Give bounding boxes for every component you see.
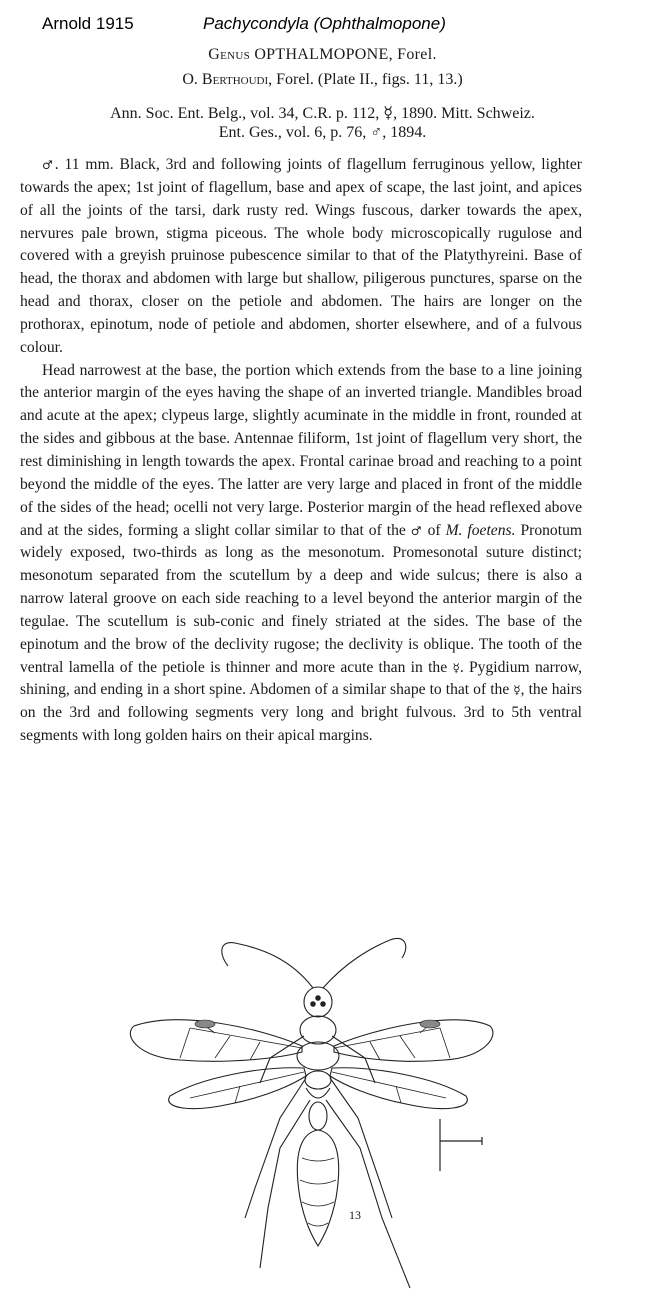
left-stigma <box>195 1020 215 1028</box>
worker-symbol: ☿ <box>452 660 460 675</box>
right-stigma <box>420 1020 440 1028</box>
eye-left <box>311 1002 315 1006</box>
left-hindwing-veins <box>190 1072 304 1103</box>
right-hindwing <box>330 1068 467 1109</box>
pronotum <box>300 1016 336 1044</box>
mesonotum <box>297 1042 339 1070</box>
genus-heading <box>0 46 645 64</box>
right-hindwing-veins <box>332 1072 446 1103</box>
paragraph-2-text-c: . Pygidium narrow, shining, and ending in a short spine. Abdomen of a similar shape to that of the <box>20 658 582 699</box>
paragraph-1-text: . 11 mm. Black, 3rd and following joints of flagellum ferruginous yellow, lighter towards the apex; 1st joint of flagellum, base and apex of scape, the last joint, and apices of all the joints of the tarsi, dark rusty red. Wings fuscous, darker towards the apex, nervures pale brown, stigma piceous. The whole body microscopically rugulose and covered with a greyish pruinose pubescence similar to that of the Platythyreini. Base of head, the thorax and abdomen with large but shallow, piligerous punctures, sparse on the head and thorax, closer on the petiole and abdomen. The hairs are longer on the prothorax, epinotum, node of petiole and abdomen, shorter elsewhere, and of a fulvous colour. <box>20 156 582 356</box>
abdomen <box>297 1130 338 1246</box>
scale-bar <box>432 1115 492 1175</box>
male-symbol: ♂ <box>410 523 423 538</box>
species-name: Berthoudi <box>201 71 269 88</box>
left-forewing <box>130 1020 302 1061</box>
description-paragraph-2 <box>20 360 582 748</box>
left-hindwing <box>169 1068 306 1109</box>
description-paragraph-1 <box>20 154 582 360</box>
figure-number: 13 <box>349 1208 361 1222</box>
reference-line-2: Ent. Ges., vol. 6, p. 76, ♂, 1894. <box>218 124 427 141</box>
male-symbol: ♂ <box>42 158 55 172</box>
species-initial: O. <box>182 71 198 88</box>
abdominal-segments <box>300 1158 336 1226</box>
scutellum <box>305 1071 331 1089</box>
genus-name: OPTHALMOPONE, Forel. <box>254 46 437 63</box>
ocelli <box>316 996 320 1000</box>
taxon-heading: Pachycondyla (Ophthalmopone) <box>203 14 446 33</box>
worker-symbol: ☿ <box>513 683 521 698</box>
right-antenna <box>323 938 406 988</box>
species-reference: M. foetens. <box>445 521 516 539</box>
wasp-illustration <box>120 918 500 1298</box>
left-antenna <box>222 943 313 988</box>
paragraph-2-text-b: Pronotum widely exposed, two-thirds as long as the mesonotum. Promesonotal suture distinct; mesonotum separated from the scutellum by a deep and wide sulcus; there is also a narrow lateral groove on each side reaching to a level beyond the anterior margin of the tegulae. The scutellum is sub-conic and finely striated at the sides. The base of the epinotum and the brow of the declivity rugose; the declivity is oblique. The tooth of the ventral lamella of the petiole is thinner and more acute than in the <box>20 521 582 676</box>
eye-right <box>321 1002 325 1006</box>
head <box>304 987 332 1017</box>
reference-line-1: Ann. Soc. Ent. Belg., vol. 34, C.R. p. 112, ☿, 1890. Mitt. Schweiz. <box>110 105 535 122</box>
left-hind-leg <box>260 1100 310 1268</box>
left-forewing-veins <box>180 1026 302 1060</box>
species-heading <box>0 71 645 89</box>
petiole <box>309 1102 327 1130</box>
left-mid-leg <box>245 1078 306 1218</box>
right-hind-leg <box>326 1100 410 1288</box>
author-year: Arnold 1915 <box>42 14 134 33</box>
genus-prefix: Genus <box>208 46 250 63</box>
right-forewing-veins <box>334 1026 450 1060</box>
species-rest: , Forel. (Plate II., figs. 11, 13.) <box>268 71 463 88</box>
paragraph-2-text-a: Head narrowest at the base, the portion which extends from the base to a line joining the anterior margin of the eyes having the shape of an inverted triangle. Mandibles broad and acute at the apex; clypeus large, slightly acuminate in the middle in front, rounded at the sides and gibbous at the base. Antennae filiform, 1st joint of flagellum very short, the rest diminishing in length towards the apex. Frontal carinae broad and reaching to a point beyond the middle of the eyes. The latter are very large and placed in front of the middle of the sides of the head; ocelli not very large. Posterior margin of the head reflexed above and at the sides, forming a slight collar similar to that of the <box>20 361 582 539</box>
paragraph-2-of: of <box>422 521 446 539</box>
description-body <box>20 154 582 748</box>
paragraph-2-text-d: , the hairs on the 3rd and following segments very long and bright fulvous. 3rd to 5th ventral segments with long golden hairs on their apical margins. <box>20 681 583 745</box>
